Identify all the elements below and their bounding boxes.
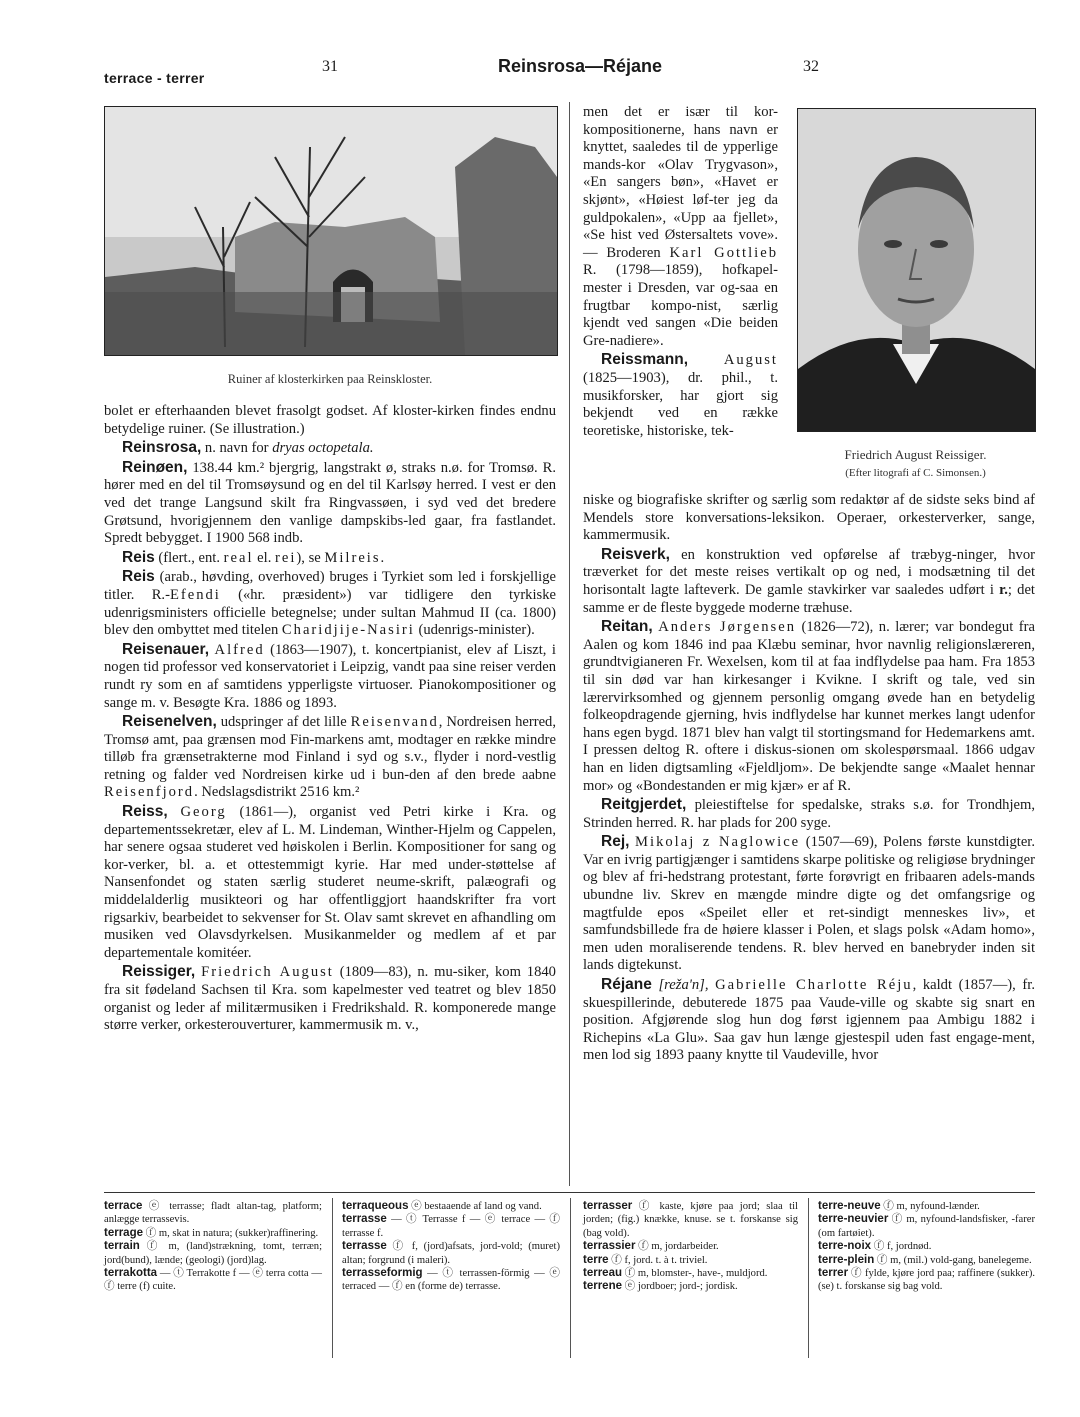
entry-spaced: real	[223, 549, 254, 566]
language-marker: ⓕ	[611, 1254, 622, 1266]
footnote-entry	[818, 1240, 1035, 1253]
guide-words: terrace - terrer	[104, 70, 205, 86]
footnote-text: ⓣ Terrasse f — ⓔ terrace — ⓕ terrasse f.	[342, 1214, 561, 1239]
footnote-text: bestaaende af land og vand.	[421, 1201, 542, 1212]
footnote-entry	[104, 1240, 322, 1267]
entry-text: R. (1798—1859), hofkapel-mester i Dresden, var og-saa en frugtbar kompo-nist, særlig kjendt ved sangen «Die beiden Gre-nadiere».	[583, 262, 778, 349]
footnote-col-2	[342, 1200, 560, 1294]
footnote-headword: terrassier	[583, 1240, 636, 1253]
footnote-headword: terrain	[104, 1240, 140, 1253]
footnote-headword: terrace	[104, 1200, 143, 1212]
portrait-photo	[797, 108, 1036, 432]
entry-spaced: Charidjije-Nasiri	[281, 622, 415, 639]
footnote-text: f, jordnød.	[884, 1241, 932, 1253]
footnote-col-1	[104, 1200, 322, 1294]
footnote-entry	[583, 1200, 798, 1240]
headword: Reissiger,	[122, 963, 196, 981]
footnote-entry	[342, 1267, 560, 1294]
entry-text: (1863—1907), t. koncertpianist, elev af Liszt, i nogen tid professor ved konservatoriet i Leipzig, vandt paa sine reiser verden rundt ry som en af samtidens ypperligste virtuoser. Pianokompositioner og sange m. v. Besøgte Kra. 1886 og 1893.	[104, 641, 556, 711]
footnote-text: m, nyfound-landsfisker, -farer (om fartøiet).	[818, 1214, 1035, 1239]
language-marker: ⓕ	[638, 1201, 654, 1212]
language-marker: ⓕ	[392, 1241, 407, 1253]
entry-italic: dryas octopetala.	[272, 440, 374, 457]
footnote-col-4	[818, 1200, 1035, 1294]
entry-rejane	[583, 976, 1035, 1065]
portrait-credit: (Efter litografi af C. Simonsen.)	[845, 467, 986, 479]
entry-spaced: Anders Jørgensen	[658, 619, 796, 636]
footnote-headword: terraqueous	[342, 1200, 409, 1212]
entry-text: . Nedslagsdistrikt 2516 km.²	[194, 784, 360, 801]
footnote-entry	[583, 1240, 798, 1253]
headword: Reinøen,	[122, 458, 188, 476]
entry-bold: r.	[999, 581, 1008, 598]
ruins-photo	[104, 106, 558, 356]
entry-text: ; det samme er de fleste byggede moderne træhuse.	[583, 581, 1035, 616]
entry-reisverk	[583, 546, 1035, 617]
entry-text: (arab., høvding, overhoved) bruges i Tyrkiet som led i forskjellige titler. R.-	[104, 569, 556, 603]
language-marker: ⓕ	[851, 1268, 862, 1280]
entry-pronunciation: [reža'n],	[651, 977, 709, 994]
footnote-col-3	[583, 1200, 798, 1294]
footnote-headword: terrage	[104, 1226, 143, 1239]
footnote-headword: terre-noix	[818, 1240, 872, 1253]
entry-reinsrosa	[104, 439, 556, 458]
entry-spaced: Reisenvand	[350, 714, 439, 731]
footnote-headword: terrasser	[583, 1200, 633, 1212]
language-marker: —	[159, 1268, 171, 1280]
headword: Réjane	[601, 976, 652, 994]
entry-text: (1809—83), n. mu-siker, kom 1840 fra sit fødeland Sachsen til Kra. som kapelmester ved teatret og blev 1850 organist og leder af militærmusiken i Fredrikshald. R. komponerede mange større verker, orkesterouverturer, kammermusik m. v.,	[104, 964, 556, 1034]
entry-text: (1507—69), Polens første kunstdigter. Var en ivrig partigjænger i samtidens skarpe politiske og religiøse brydninger og blev af fri-hedstrang protestant, førte forøvrigt en fribaaren adels-mands ubundne liv. Skrev en mængde mindre digte og det omfangsrige og magtfulde epos «Speilet eller et ret-sindigt menneskes liv», et samfundsbillede fra de høiere klasser i Polen, et slags polsk «Adam homo», men uden moraliserende tendens. R. blev herved en banebryder inden sit lands digtekunst.	[583, 834, 1035, 974]
entry-text: men det er især til kor-kompositionerne, hans navn er knyttet, saaledes til de ypperlige mands-kor «Olav Trygvason», «En sangers bøn», «Havet er skjønt», «Høiest løf-ter jeg da guldpokalen», «Upp aa fjellet», «Se hist ved Østersaltets vove». — Broderen	[583, 104, 778, 261]
language-marker: ⓕ	[638, 1241, 649, 1253]
entry-text: («hr. præsident») var tidligere den tyrkiske udenrigsministers officielle betegnelse; under sultan Mahmud II (ca. 1800) blev den ombyttet med titelen	[104, 586, 556, 639]
right-column-narrow	[583, 104, 778, 441]
entry-reis-1: Reis (flert., ent. real el. rei), se Milreis.	[122, 548, 385, 566]
portrait-caption: Friedrich August Reissiger.	[844, 447, 987, 462]
entry-text: (1825—1903), dr. phil., t. musikforsker, har gjort sig bekjendt ved en række teoretiske, historiske, tek-	[583, 369, 778, 439]
entry-spaced: Karl Gottlieb	[669, 244, 778, 261]
headword: Reisenelven,	[122, 713, 217, 731]
entry-text: , Nordreisen herred, Tromsø amt, paa grænsen mod Fin-markens amt, modtager en række mindre tilløb fra grænsetrakterne mod Finland i syd og s.v., flyder i nord-vestlig retning og falder ved Nordreisen kirke ud i bun-den af den brede aabne	[104, 714, 556, 783]
footnote-entry	[583, 1280, 798, 1293]
footnote-text: f, jord. t. à t. triviel.	[621, 1254, 708, 1266]
footnote-text: f, (jord)afsats, jord-vold; (muret) altan; forgrund (i maleri).	[342, 1241, 560, 1266]
footnote-divider	[570, 1198, 571, 1358]
headword: Rej,	[601, 833, 630, 851]
footnote-headword: terre-neuvier	[818, 1213, 889, 1226]
entry-spaced: Milreis	[324, 549, 381, 566]
footnote-text: m, nyfound-lænder.	[893, 1201, 980, 1212]
entry-reisenelven	[104, 713, 556, 802]
entry-spaced: Mikolaj z Naglowice	[635, 834, 801, 851]
language-marker: —	[391, 1214, 402, 1226]
footnote-text: m, jordarbeider.	[648, 1241, 719, 1253]
language-marker: ⓕ	[146, 1241, 162, 1253]
entry-text: (flert., ent.	[154, 549, 224, 566]
footnote-entry	[818, 1267, 1035, 1294]
footnote-divider	[808, 1198, 809, 1358]
footnote-headword: terre-neuve	[818, 1200, 881, 1212]
footnote-headword: terrasse	[342, 1213, 387, 1226]
entry-spaced: Gabrielle Charlotte Réju	[715, 977, 913, 994]
footnote-headword: terrene	[583, 1280, 622, 1293]
headword: Reissmann,	[601, 351, 689, 369]
footnote-entry	[583, 1267, 798, 1280]
headword: Reiss,	[122, 803, 168, 821]
footnote-headword: terre-plein	[818, 1253, 875, 1266]
footnote-entry	[818, 1254, 1035, 1267]
language-marker: ⓔ	[411, 1201, 422, 1212]
language-marker: ⓔ	[148, 1201, 163, 1212]
headword: Reis	[122, 568, 155, 586]
page-number-right: 32	[803, 58, 819, 75]
right-column	[583, 492, 1035, 1066]
footnote-text: kaste, kjøre paa jord; slaa til jorden; (fig.) knække, knuse. se t. forskanse sig (bag vold).	[583, 1201, 798, 1239]
language-marker: ⓕ	[876, 1254, 888, 1266]
entry-text: n. navn for	[201, 440, 273, 457]
page-title: Reinsrosa—Réjane	[497, 56, 663, 76]
entry-continuation: niske og biografiske skrifter og særlig som redaktør af de sidste seks bind af Mendels store konversations-leksikon. Operaer, orkesterverker, sange, kammermusik.	[583, 492, 1035, 544]
entry-text: (1861—), organist ved Petri kirke i Kra. og departementssekretær, elev af L. M. Lindeman, Winther-Hjelm og Cappelen, har senere ogsaa studeret ved høiskolen i Berlin. Kompositioner for sang og kor-verker, bl. a. et ottestemmigt kyrie. Har med under-støttelse af Nansenfondet og staten særlig studeret neume-skrift, palæografi og middelalderlig musikteori og har offentliggjort haandskrifter fra vort rigsarkiv, bearbeidet to sekvenser for St. Olav samt skrevet en afhandling om musiken ved Olavsdyrkelsen. Musikanmelder og medlem af et par departementale komitéer.	[104, 804, 556, 961]
entry-spaced: Alfred	[214, 641, 265, 658]
headword: Reisenauer,	[122, 640, 210, 658]
footnote-rule	[104, 1192, 1035, 1193]
entry-spaced: Reisenfjord	[104, 784, 195, 801]
entry-text: udspringer af det lille	[216, 714, 351, 731]
paragraph-continuation: bolet er efterhaanden blevet frasolgt godset. Af kloster-kirken findes endnu betydelige ruiner. (Se illustration.)	[104, 403, 556, 437]
entry-text: (udenrigs-minister).	[414, 622, 535, 639]
entry-spaced: Friedrich August	[201, 964, 334, 981]
language-marker: ⓕ	[145, 1227, 157, 1239]
footnote-text: fylde, kjøre jord paa; raffinere (sukker). (se) t. forskanse sig bag vold.	[818, 1268, 1035, 1293]
entry-reis-2	[104, 568, 556, 639]
footnote-text: m, blomster-, have-, muldjord.	[635, 1268, 768, 1280]
entry-text: el.	[253, 549, 275, 566]
entry-text: (1826—72), n. lærer; var bondegut fra Aalen og kom 1846 ind paa Klæbu seminar, hvor navnlig religionslæreren, grundtvigianeren Fr. Wexelsen, kom til at faa indflydelse paa ham. Fra 1853 til sin død var han kirkesanger i Kvikne. I skrift og tale, ved sin lærervirksomhed og gjennem personlig omgang øvede han en betydelig folkeopdragende gjerning, hvis indflydelse har kunnet merkes langt udenfor hans egen bygd. 1871 blev han valgt til stortingsmand for Hedemarkens amt. I pressen deltog R. oftere i diskus-sionen om skolespørsmaal. 1866 udgav han en liden digtsamling «Fjeldljom». De bekjendte sange «Maalet hennar mor» og «Bondestanden er mig kjær» er af R.	[583, 619, 1036, 794]
entry-reissmann	[583, 351, 778, 440]
headword: Reitan,	[601, 618, 653, 636]
footnote-headword: terrer	[818, 1267, 849, 1280]
footnote-headword: terreau	[583, 1267, 622, 1280]
headword: Reis	[122, 548, 155, 566]
footnote-text: jordboer; jord-; jordisk.	[635, 1281, 738, 1293]
language-marker: ⓕ	[624, 1268, 636, 1280]
entry-reiss	[104, 803, 556, 962]
entry-spaced: Georg	[180, 804, 227, 821]
entry-text: en konstruktion ved opførelse af træbyg-ninger, hvor træverket for det meste reises vertikalt op og ned, i modsætning til det horisontalt lagte lafteverk. De gamle stavkirker var saaledes udført i	[583, 546, 1035, 598]
entry-text: pleiestiftelse for spedalske, straks s.ø. for Trondhjem, Strinden herred. R. har plads for 200 syge.	[583, 797, 1035, 831]
ruins-illustration	[105, 107, 557, 355]
footnote-entry	[583, 1254, 798, 1267]
footnote-text: m, (land)strækning, tomt, terræn; jord(bund), lænde; (geologi) (jord)lag.	[104, 1241, 323, 1266]
entry-spaced: rei	[275, 549, 297, 566]
footnote-text: ⓣ Terrakotte f — ⓔ terra cotta — ⓕ terre (f) cuite.	[104, 1268, 322, 1293]
entry-reisenauer	[104, 641, 556, 712]
footnote-text: terrasse; fladt altan-tag, platform; anlægge terrassevis.	[104, 1201, 322, 1226]
entry-reinoen	[104, 459, 556, 548]
left-column	[104, 403, 556, 1036]
footnote-headword: terrasse	[342, 1240, 387, 1253]
footnote-entry	[818, 1200, 1035, 1213]
language-marker: ⓕ	[873, 1241, 885, 1253]
page-number-left: 31	[322, 58, 338, 75]
entry-text: 138.44 km.² bjergrig, langstrakt ø, straks n.ø. for Tromsø. R. hører med en del til Tromsøysund og en del til Karlsøy herred. I vest er den ved det trange Langsund skilt fra Ringvassøen, i syd ved det bredere Grøtsund, hvorigjennem den vanlige dampskibs-led gaar, fra fastlandet. Spredt bebygget. I 1900 568 indb.	[104, 459, 556, 547]
footnote-divider	[332, 1198, 333, 1358]
footnote-entry	[342, 1213, 560, 1240]
entry-reitgjerdet	[583, 796, 1035, 832]
entry-spaced: Efendi	[169, 586, 221, 603]
entry-spaced: August	[723, 352, 778, 369]
footnote-entry	[342, 1240, 560, 1267]
language-marker: —	[427, 1268, 438, 1280]
footnote-entry	[104, 1267, 322, 1294]
footnote-entry	[104, 1227, 322, 1240]
footnote-headword: terrakotta	[104, 1267, 158, 1280]
entry-text: , kaldt (1857—), fr. skuespillerinde, debuterede 1875 paa Vaude-ville og skabte sig snart en position. Afgjørende slog hun dog først igjennem paa Ambigu 1882 i Richepins «La Glu». Saa gav hun længe gjestespil uden fast engage-ment, men lod sig 1893 paany knytte til Vaudeville, hvor	[583, 977, 1035, 1064]
paragraph-continuation	[583, 104, 778, 350]
headword: Reisverk,	[601, 545, 670, 563]
footnote-text: m, (mil.) vold-gang, banelegeme.	[887, 1254, 1032, 1266]
footnote-entry	[104, 1200, 322, 1227]
figure-caption: Ruiner af klosterkirken paa Reinskloster.	[227, 372, 433, 386]
column-divider	[569, 102, 570, 1186]
footnote-text: m, skat in natura; (sukker)raffinering.	[156, 1227, 319, 1239]
language-marker: ⓕ	[891, 1214, 903, 1226]
entry-reitan	[583, 618, 1035, 795]
entry-rej	[583, 833, 1035, 975]
language-marker: ⓕ	[883, 1201, 894, 1212]
portrait-illustration	[798, 109, 1035, 431]
footnote-entry	[342, 1200, 560, 1213]
footnote-headword: terre	[583, 1253, 609, 1266]
footnote-headword: terrasseformig	[342, 1267, 423, 1280]
language-marker: ⓔ	[624, 1281, 636, 1293]
footnote-entry	[818, 1213, 1035, 1240]
headword: Reitgjerdet,	[601, 796, 687, 814]
entry-text: ), se	[296, 549, 325, 566]
footnote-text: ⓣ terrassen-förmig — ⓔ terraced — ⓕ en (forme de) terrasse.	[342, 1268, 560, 1293]
entry-reissiger	[104, 963, 556, 1034]
headword: Reinsrosa,	[122, 439, 202, 457]
